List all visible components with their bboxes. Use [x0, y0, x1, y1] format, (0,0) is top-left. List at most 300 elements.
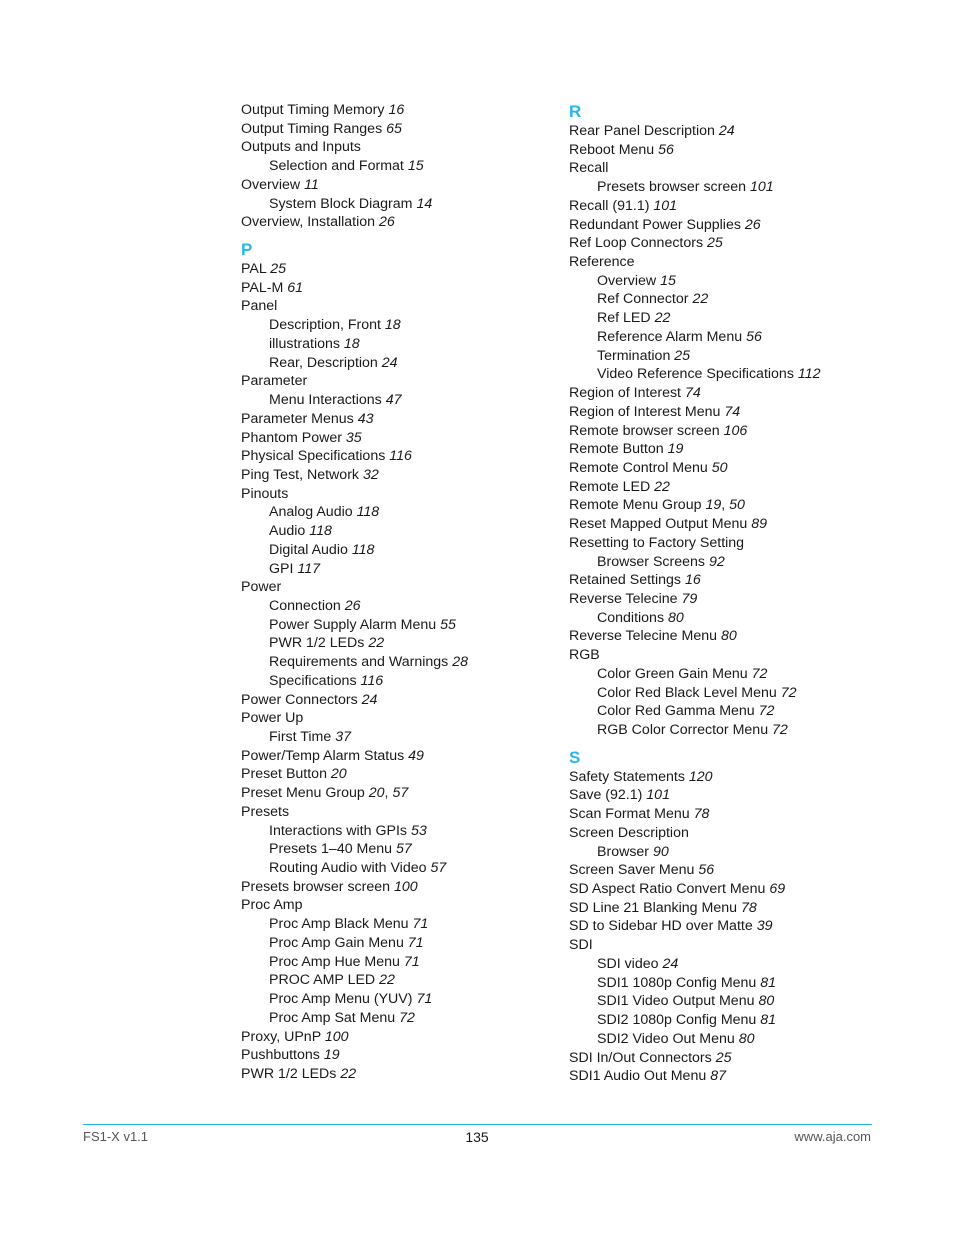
index-page-ref[interactable]: 120 [688, 768, 713, 785]
index-term: Color Green Gain Menu [597, 665, 748, 682]
index-entry [241, 260, 551, 279]
index-entry [569, 824, 889, 843]
index-subentry [241, 634, 551, 653]
index-page-ref[interactable]: 101 [653, 197, 678, 214]
index-entry [241, 691, 551, 710]
index-term: Proc Amp Menu (YUV) [269, 991, 413, 1008]
index-term: Reference Alarm Menu [597, 328, 743, 345]
index-page-ref[interactable]: 80 [758, 993, 775, 1010]
index-subentry [241, 541, 551, 560]
index-subentry [569, 365, 889, 384]
index-page-ref[interactable]: 57 [392, 785, 409, 802]
index-term: PAL [241, 261, 267, 278]
index-term: Power Connectors [241, 691, 358, 708]
index-term: SDI1 Video Output Menu [597, 993, 755, 1010]
index-page-ref[interactable]: 72 [780, 684, 797, 701]
index-page-ref[interactable]: 14 [416, 195, 433, 212]
index-subentry [569, 992, 889, 1011]
index-term: Ref LED [597, 310, 651, 327]
index-page-ref[interactable]: 80 [668, 609, 684, 626]
index-term: PWR 1/2 LEDs [269, 635, 365, 652]
index-page-ref[interactable]: 69 [769, 881, 786, 898]
index-column-left [241, 101, 551, 1084]
index-term: Pushbuttons [241, 1047, 320, 1064]
index-page-ref[interactable]: 57 [430, 860, 447, 877]
index-page-ref[interactable]: 19 [667, 441, 684, 458]
index-entry [569, 440, 889, 459]
index-page-ref[interactable]: 71 [412, 916, 429, 933]
index-page-ref[interactable]: 25 [674, 347, 691, 364]
index-subentry [569, 843, 889, 862]
index-term: SDI2 1080p Config Menu [597, 1012, 757, 1029]
index-subentry [569, 974, 889, 993]
index-subentry [241, 953, 551, 972]
index-entry [241, 213, 551, 232]
index-subentry [569, 955, 889, 974]
index-term: SDI1 1080p Config Menu [597, 974, 757, 991]
index-page-ref[interactable]: 15 [407, 158, 424, 175]
index-entry [569, 422, 889, 441]
index-term: Region of Interest Menu [569, 403, 721, 420]
index-page-ref[interactable]: 80 [720, 628, 737, 645]
index-term: Ref Connector [597, 291, 689, 308]
index-subentry [569, 290, 889, 309]
index-page-ref[interactable]: 89 [751, 516, 767, 533]
index-subentry [569, 347, 889, 366]
index-term: Selection and Format [269, 158, 404, 175]
index-subentry [241, 934, 551, 953]
index-page-ref[interactable]: 18 [384, 317, 401, 334]
index-term: Scan Format Menu [569, 806, 690, 823]
index-page-ref[interactable]: 71 [407, 934, 424, 951]
index-term: Rear, Description [269, 354, 378, 371]
index-term: SDI2 Video Out Menu [597, 1030, 735, 1047]
index-page-ref[interactable]: 47 [385, 392, 402, 409]
index-entry: Preset Menu Group 20, 57 [241, 785, 409, 802]
index-subentry [241, 672, 551, 691]
index-entry [569, 880, 889, 899]
index-page-ref[interactable]: 22 [654, 310, 671, 327]
index-entry [569, 253, 889, 272]
index-page-ref[interactable]: 18 [343, 335, 360, 352]
index-entry [569, 384, 889, 403]
index-entry [241, 878, 551, 897]
index-page-ref[interactable]: 56 [658, 141, 674, 158]
index-term: Remote Button [569, 441, 664, 458]
index-term: Analog Audio [269, 504, 353, 521]
index-term: Video Reference Specifications [597, 366, 794, 383]
index-term: Interactions with GPIs [269, 822, 407, 839]
index-term: Reverse Telecine [569, 590, 678, 607]
index-term: Connection [269, 597, 341, 614]
index-entry [569, 768, 889, 787]
index-term: Remote LED [569, 478, 651, 495]
index-entry [569, 786, 889, 805]
index-entry [241, 1046, 551, 1065]
index-term: SDI [569, 937, 593, 954]
index-subentry [241, 597, 551, 616]
index-entry [569, 122, 889, 141]
index-entry [569, 234, 889, 253]
index-term: Browser Screens [597, 553, 706, 570]
index-subentry [241, 990, 551, 1009]
index-page-ref[interactable]: 81 [760, 974, 777, 991]
index-entry [569, 1067, 889, 1086]
index-page-ref[interactable]: 71 [416, 991, 433, 1008]
index-page-ref[interactable]: 56 [746, 328, 762, 345]
index-subentry [241, 728, 551, 747]
index-term: Parameter Menus [241, 410, 354, 427]
index-page-ref[interactable]: 112 [797, 366, 821, 383]
index-entry [569, 478, 889, 497]
index-page-ref[interactable]: 16 [684, 572, 701, 589]
index-page-ref[interactable]: 101 [749, 179, 774, 196]
index-entry [241, 466, 551, 485]
index-term: Recall (91.1) [569, 197, 650, 214]
index-entry [569, 861, 889, 880]
index-subentry [241, 391, 551, 410]
index-page-ref[interactable]: 78 [740, 899, 757, 916]
index-page-ref[interactable]: 100 [393, 878, 418, 895]
index-term: illustrations [269, 335, 340, 352]
index-entry [241, 372, 551, 391]
index-subentry [241, 503, 551, 522]
index-page-ref[interactable]: 116 [360, 672, 384, 689]
index-entry [241, 120, 551, 139]
index-term: Proc Amp [241, 897, 303, 914]
index-term: Redundant Power Supplies [569, 216, 741, 233]
index-subentry [241, 157, 551, 176]
index-entry [569, 159, 889, 178]
index-term: Power [241, 579, 282, 596]
index-page-ref[interactable]: 56 [698, 862, 715, 879]
index-page-ref[interactable]: 118 [351, 541, 375, 558]
index-subentry [241, 560, 551, 579]
index-term: Phantom Power [241, 429, 342, 446]
index-page-ref[interactable]: 22 [340, 1065, 357, 1082]
index-term: System Block Diagram [269, 195, 413, 212]
index-page-ref[interactable]: 16 [388, 102, 405, 118]
index-subentry [241, 915, 551, 934]
index-entry [569, 216, 889, 235]
index-page-ref[interactable]: 25 [270, 261, 286, 278]
index-page-ref[interactable]: 106 [723, 422, 748, 439]
index-page-ref[interactable]: 90 [653, 843, 669, 860]
index-entry [569, 571, 889, 590]
index-page-ref[interactable]: 26 [744, 216, 761, 233]
index-term: SD Aspect Ratio Convert Menu [569, 881, 766, 898]
index-term: Overview [241, 176, 301, 193]
index-page-ref[interactable]: 50 [729, 497, 745, 514]
index-term: PWR 1/2 LEDs [241, 1065, 337, 1082]
index-term: Digital Audio [269, 541, 348, 558]
index-entry [241, 410, 551, 429]
index-entry [241, 101, 551, 120]
index-term: Power Up [241, 710, 304, 727]
index-page-ref[interactable]: 72 [758, 703, 775, 720]
index-page-ref[interactable]: 79 [681, 590, 698, 607]
index-term: Overview [597, 272, 657, 289]
index-page-ref[interactable]: 65 [386, 120, 402, 137]
index-page-ref[interactable]: 26 [379, 214, 395, 231]
index-term: Physical Specifications [241, 448, 386, 465]
index-page-ref[interactable]: 118 [309, 523, 332, 540]
index-page-ref[interactable]: 37 [335, 729, 351, 745]
index-term: Resetting to Factory Setting [569, 534, 745, 551]
index-entry [241, 279, 551, 298]
index-subentry [241, 1009, 551, 1028]
index-term: Safety Statements [569, 768, 685, 785]
index-subentry [241, 616, 551, 635]
index-term: GPI [269, 560, 294, 577]
index-page-ref[interactable]: 87 [710, 1068, 726, 1085]
index-entry [569, 590, 889, 609]
index-subentry [569, 721, 889, 740]
index-term: Preset Button [241, 766, 327, 783]
index-page-ref[interactable]: 22 [379, 972, 395, 989]
index-term: Color Red Gamma Menu [597, 703, 755, 720]
index-term: SDI In/Out Connectors [569, 1049, 712, 1066]
index-subentry [241, 316, 551, 335]
index-entry [241, 138, 551, 157]
index-entry [569, 1049, 889, 1068]
index-subentry [569, 272, 889, 291]
index-page-ref[interactable]: 24 [662, 955, 679, 972]
index-subentry [241, 840, 551, 859]
index-page-ref[interactable]: 24 [381, 354, 398, 371]
index-term: RGB [569, 647, 600, 664]
index-term: Termination [597, 347, 671, 364]
index-page-ref[interactable]: 20 [330, 766, 347, 783]
index-term: Outputs and Inputs [241, 139, 361, 156]
index-term: Reset Mapped Output Menu [569, 516, 748, 533]
footer-website: www.aja.com [794, 1129, 871, 1144]
index-term: Reboot Menu [569, 141, 655, 158]
index-entry [569, 141, 889, 160]
index-page-ref[interactable]: 74 [684, 385, 701, 402]
index-entry [569, 403, 889, 422]
index-page-ref[interactable]: 19 [705, 497, 722, 514]
index-page-ref[interactable]: 117 [297, 560, 321, 577]
index-subentry [569, 309, 889, 328]
index-subentry [569, 702, 889, 721]
index-page-ref[interactable]: 15 [660, 272, 676, 289]
index-term: PROC AMP LED [269, 972, 376, 989]
index-entry [241, 447, 551, 466]
index-entry [241, 896, 551, 915]
index-entry [569, 627, 889, 646]
index-term: Output Timing Ranges [241, 120, 383, 137]
index-entry [241, 1028, 551, 1047]
index-page-ref[interactable]: 28 [452, 654, 469, 671]
index-entry [569, 917, 889, 936]
index-subentry [569, 553, 889, 572]
index-page-ref[interactable]: 39 [756, 918, 773, 935]
index-term: Browser [597, 843, 650, 860]
index-term: Pinouts [241, 485, 289, 502]
index-term: Panel [241, 298, 278, 315]
index-section-letter: R [569, 102, 582, 121]
index-term: Ref Loop Connectors [569, 235, 704, 252]
index-subentry [241, 335, 551, 354]
index-column-right [569, 101, 889, 1086]
index-subentry [241, 354, 551, 373]
index-page-ref[interactable]: 61 [287, 279, 304, 296]
index-page-ref[interactable]: 78 [693, 806, 710, 823]
index-subentry [241, 195, 551, 214]
index-term: SD Line 21 Blanking Menu [569, 899, 737, 916]
index-term: Retained Settings [569, 572, 681, 589]
index-page-ref[interactable]: 50 [711, 459, 728, 476]
index-entry [569, 899, 889, 918]
index-page-ref[interactable]: 43 [357, 410, 374, 427]
index-page-ref[interactable]: 72 [751, 665, 768, 682]
index-page-ref[interactable]: 25 [707, 235, 723, 252]
index-term: Reference [569, 254, 635, 271]
index-term: SDI1 Audio Out Menu [569, 1068, 707, 1085]
index-term: Rear Panel Description [569, 123, 715, 139]
index-page-ref[interactable]: 72 [772, 722, 788, 738]
index-page-ref[interactable]: 49 [408, 747, 424, 764]
index-subentry [241, 653, 551, 672]
index-term: Presets browser screen [241, 878, 391, 895]
index-page-ref[interactable]: 71 [403, 953, 420, 970]
index-entry [241, 297, 551, 316]
index-page-ref[interactable]: 35 [345, 429, 362, 446]
index-term: Proc Amp Hue Menu [269, 953, 400, 970]
index-term: Region of Interest [569, 385, 681, 402]
index-page-ref[interactable]: 20 [368, 785, 385, 802]
index-page-ref[interactable]: 57 [396, 841, 412, 858]
index-page-ref[interactable]: 22 [692, 291, 709, 308]
index-page-ref[interactable]: 25 [715, 1049, 732, 1066]
index-term: Power/Temp Alarm Status [241, 747, 405, 764]
index-page-ref[interactable]: 80 [738, 1030, 755, 1047]
index-term: Routing Audio with Video [269, 860, 427, 877]
index-section-letter: S [569, 747, 581, 767]
index-entry [241, 709, 551, 728]
index-page-ref[interactable]: 55 [440, 616, 456, 633]
index-page-ref[interactable]: 24 [361, 691, 378, 708]
index-page-ref[interactable]: 53 [410, 822, 427, 839]
index-subentry [569, 1011, 889, 1030]
index-term: Remote Menu Group [569, 497, 702, 514]
index-page-ref[interactable]: 24 [718, 123, 735, 139]
index-term: Reverse Telecine Menu [569, 628, 717, 645]
index-page-ref[interactable]: 101 [646, 787, 670, 804]
index-entry [569, 534, 889, 553]
index-term: PAL-M [241, 279, 284, 296]
index-entry [241, 578, 551, 597]
index-term: First Time [269, 729, 332, 745]
index-page-ref[interactable]: 26 [344, 597, 361, 614]
index-term: Audio [269, 523, 306, 540]
index-subentry [241, 522, 551, 541]
index-entry [569, 646, 889, 665]
index-term: Description, Front [269, 317, 381, 334]
index-term: Ping Test, Network [241, 466, 360, 483]
index-page-ref[interactable]: 81 [760, 1012, 777, 1029]
index-page-ref[interactable]: 72 [399, 1009, 415, 1026]
index-term: Presets 1–40 Menu [269, 841, 393, 858]
footer-rule [83, 1124, 872, 1125]
index-entry [241, 765, 551, 784]
index-term: Proc Amp Gain Menu [269, 934, 404, 951]
index-term: Preset Menu Group [241, 785, 365, 802]
index-page-ref[interactable]: 22 [368, 635, 385, 652]
index-entry [569, 459, 889, 478]
index-page-ref[interactable]: 100 [324, 1028, 349, 1045]
index-term: Presets [241, 803, 290, 820]
index-term: Remote Control Menu [569, 459, 708, 476]
index-term: Proc Amp Black Menu [269, 916, 409, 933]
index-term: Color Red Black Level Menu [597, 684, 777, 701]
index-subentry [241, 859, 551, 878]
index-subentry [569, 178, 889, 197]
index-term: Parameter [241, 373, 308, 390]
index-term: SD to Sidebar HD over Matte [569, 918, 753, 935]
index-page-ref[interactable]: 116 [389, 448, 412, 465]
index-section-letter: P [241, 240, 253, 260]
index-entry [241, 747, 551, 766]
index-entry [241, 485, 551, 504]
index-term: SDI video [597, 955, 659, 972]
index-entry [241, 429, 551, 448]
index-subentry [569, 665, 889, 684]
index-entry [241, 1065, 551, 1084]
index-subentry [569, 684, 889, 703]
index-subentry [241, 971, 551, 990]
index-term: Power Supply Alarm Menu [269, 616, 437, 633]
index-entry [569, 936, 889, 955]
index-term: Conditions [597, 609, 665, 626]
footer-page-number: 135 [465, 1129, 489, 1145]
index-term: Specifications [269, 672, 357, 689]
index-entry: Remote Menu Group 19, 50 [569, 497, 745, 514]
index-term: Proc Amp Sat Menu [269, 1009, 396, 1026]
footer-document-title: FS1-X v1.1 [83, 1129, 149, 1144]
index-term: Recall [569, 160, 609, 177]
index-term: RGB Color Corrector Menu [597, 722, 769, 738]
index-page-ref[interactable]: 74 [724, 403, 741, 420]
index-term: Screen Saver Menu [569, 862, 695, 879]
index-page-ref[interactable]: 19 [323, 1047, 340, 1064]
index-entry [569, 197, 889, 216]
index-term: Proxy, UPnP [241, 1028, 321, 1045]
index-term: Overview, Installation [241, 214, 376, 231]
index-subentry [569, 1030, 889, 1049]
index-term: Remote browser screen [569, 422, 720, 439]
index-page-ref[interactable]: 32 [362, 466, 379, 483]
index-page-ref[interactable]: 118 [356, 504, 380, 521]
index-subentry [241, 822, 551, 841]
index-term: Save (92.1) [569, 787, 643, 804]
index-entry [241, 176, 551, 195]
index-subentry [569, 328, 889, 347]
index-page-ref[interactable]: 11 [304, 176, 319, 193]
index-term: Requirements and Warnings [269, 654, 449, 671]
index-entry [241, 803, 551, 822]
index-entry [569, 515, 889, 534]
index-term: Screen Description [569, 824, 689, 841]
index-term: Output Timing Memory [241, 102, 385, 118]
index-subentry [569, 609, 889, 628]
index-term: Menu Interactions [269, 392, 382, 409]
index-entry [569, 805, 889, 824]
index-page-ref[interactable]: 22 [654, 478, 670, 495]
index-term: Presets browser screen [597, 179, 747, 196]
index-page-ref[interactable]: 92 [708, 553, 725, 570]
